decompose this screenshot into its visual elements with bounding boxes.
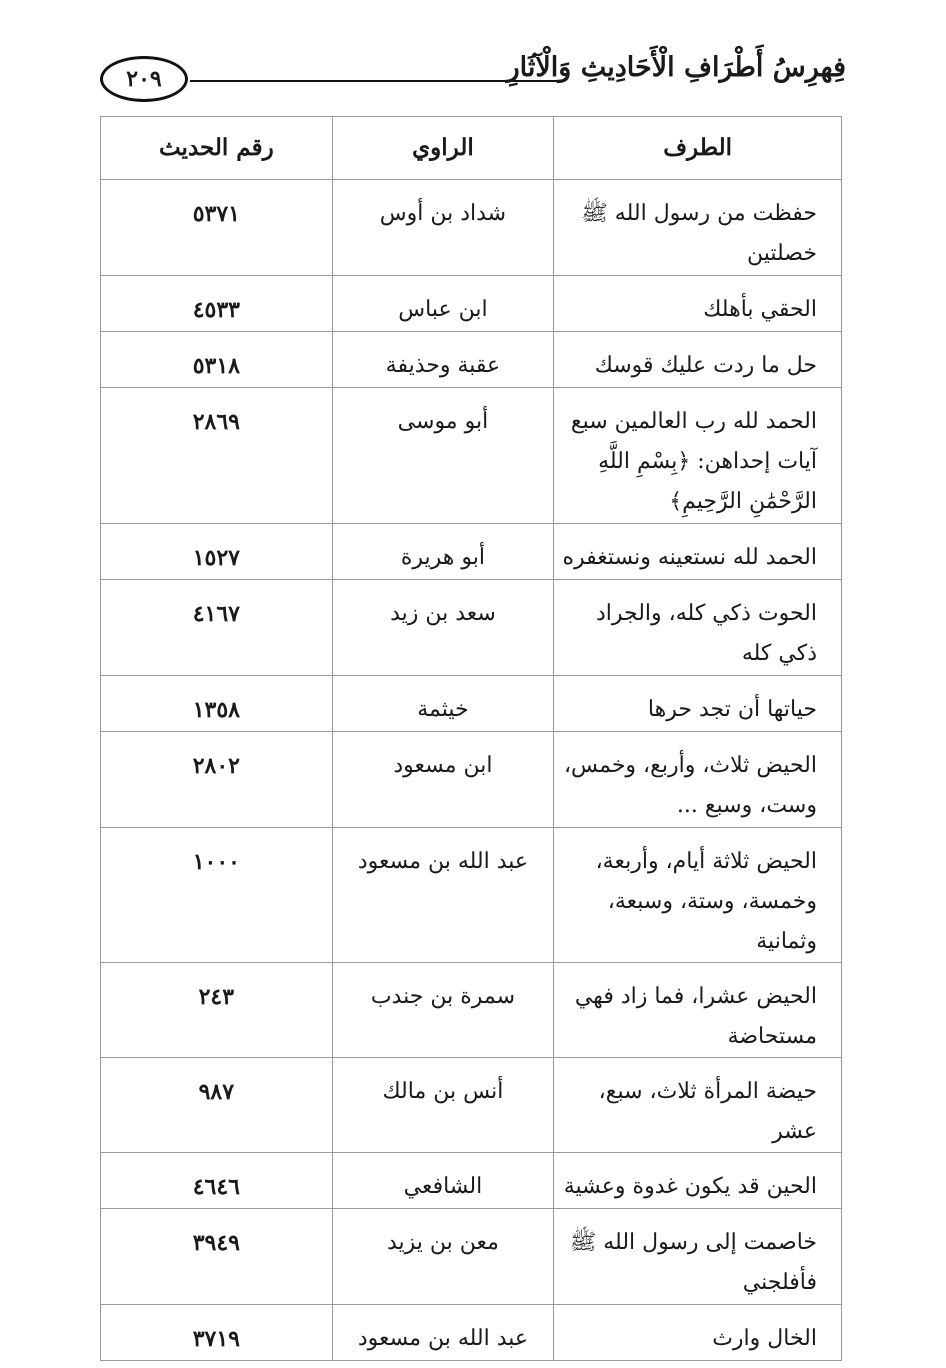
- cell-number: ٣٧١٩: [101, 1305, 333, 1361]
- cell-number: ١٣٥٨: [101, 676, 333, 732]
- cell-number: ٥٣٧١: [101, 180, 333, 276]
- cell-narrator: أبو موسى: [332, 388, 554, 524]
- cell-number: ٣٩٤٩: [101, 1209, 333, 1305]
- column-header-number: رقم الحديث: [101, 117, 333, 180]
- table-row: [101, 524, 842, 580]
- table-header-row: [101, 117, 842, 180]
- table-row: [101, 1058, 842, 1153]
- cell-number: ١٠٠٠: [101, 828, 333, 963]
- table-row: [101, 963, 842, 1058]
- table-row: [101, 580, 842, 676]
- cell-narrator: سمرة بن جندب: [332, 963, 554, 1058]
- cell-phrase: الحيض عشرا، فما زاد فهي مستحاضة: [554, 963, 842, 1058]
- cell-narrator: عبد الله بن مسعود: [332, 828, 554, 963]
- cell-phrase: حل ما ردت عليك قوسك: [554, 332, 842, 388]
- cell-phrase: الحوت ذكي كله، والجراد ذكي كله: [554, 580, 842, 676]
- cell-phrase: حيضة المرأة ثلاث، سبع، عشر: [554, 1058, 842, 1153]
- cell-phrase: الحقي بأهلك: [554, 276, 842, 332]
- cell-narrator: عقبة وحذيفة: [332, 332, 554, 388]
- cell-narrator: خيثمة: [332, 676, 554, 732]
- cell-number: ٢٤٣: [101, 963, 333, 1058]
- cell-phrase: الحمد لله نستعينه ونستغفره: [554, 524, 842, 580]
- table-row: [101, 676, 842, 732]
- cell-narrator: الشافعي: [332, 1153, 554, 1209]
- cell-phrase: الحمد لله رب العالمين سبع آيات إحداهن: ﴿بِسْمِ اللَّهِ الرَّحْمَٰنِ الرَّحِيمِ﴾: [554, 388, 842, 524]
- cell-narrator: عبد الله بن مسعود: [332, 1305, 554, 1361]
- table-row: [101, 1305, 842, 1361]
- cell-narrator: شداد بن أوس: [332, 180, 554, 276]
- page-header: [100, 52, 846, 108]
- cell-narrator: سعد بن زيد: [332, 580, 554, 676]
- cell-phrase: الحيض ثلاث، وأربع، وخمس، وست، وسبع ...: [554, 732, 842, 828]
- cell-narrator: أنس بن مالك: [332, 1058, 554, 1153]
- cell-phrase: خاصمت إلى رسول الله ﷺ فأفلجني: [554, 1209, 842, 1305]
- table-row: [101, 1153, 842, 1209]
- page-number-badge: [100, 56, 188, 102]
- page-number: ٢٠٩: [126, 66, 162, 92]
- cell-number: ٥٣١٨: [101, 332, 333, 388]
- cell-narrator: ابن مسعود: [332, 732, 554, 828]
- cell-narrator: ابن عباس: [332, 276, 554, 332]
- cell-number: ٤٥٣٣: [101, 276, 333, 332]
- table-row: [101, 332, 842, 388]
- cell-phrase: الحيض ثلاثة أيام، وأربعة، وخمسة، وستة، وسبعة، وثمانية: [554, 828, 842, 963]
- hadith-index-table: [100, 116, 842, 1361]
- table-row: [101, 828, 842, 963]
- cell-narrator: أبو هريرة: [332, 524, 554, 580]
- table-row: [101, 276, 842, 332]
- column-header-narrator: الراوي: [332, 117, 554, 180]
- cell-number: ٢٨٦٩: [101, 388, 333, 524]
- table-row: [101, 388, 842, 524]
- cell-number: ٢٨٠٢: [101, 732, 333, 828]
- table-row: [101, 180, 842, 276]
- cell-number: ١٥٢٧: [101, 524, 333, 580]
- cell-phrase: حياتها أن تجد حرها: [554, 676, 842, 732]
- table-row: [101, 1209, 842, 1305]
- cell-number: ٤٦٤٦: [101, 1153, 333, 1209]
- cell-phrase: الحين قد يكون غدوة وعشية: [554, 1153, 842, 1209]
- page-title: فِهرِسُ أَطْرَافِ الْأَحَادِيثِ وَالْآثَارِ: [506, 52, 846, 83]
- table-row: [101, 732, 842, 828]
- cell-number: ٩٨٧: [101, 1058, 333, 1153]
- cell-narrator: معن بن يزيد: [332, 1209, 554, 1305]
- cell-number: ٤١٦٧: [101, 580, 333, 676]
- cell-phrase: الخال وارث: [554, 1305, 842, 1361]
- column-header-phrase: الطرف: [554, 117, 842, 180]
- cell-phrase: حفظت من رسول الله ﷺ خصلتين: [554, 180, 842, 276]
